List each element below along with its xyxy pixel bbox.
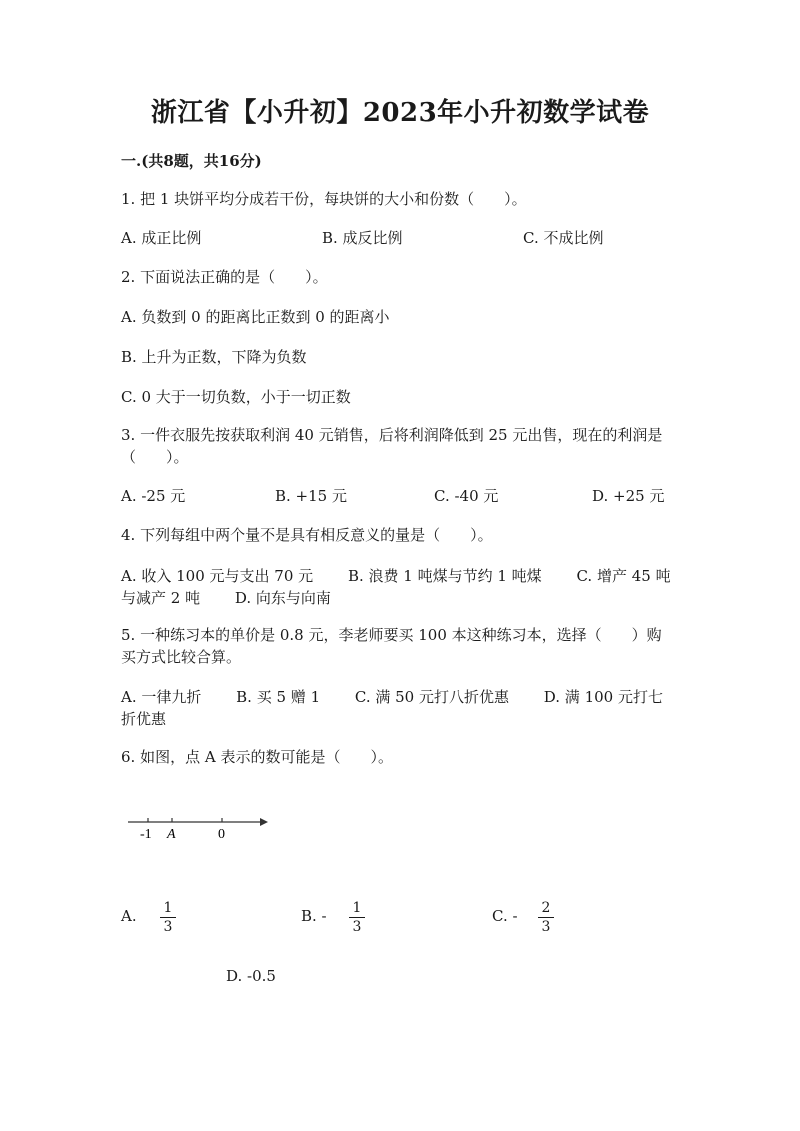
question-5-stem: 5. 一种练习本的单价是 0.8 元，李老师要买 100 本这种练习本，选择（ ）购买方式比较合算。 — [121, 626, 662, 666]
question-5-option-c: C. 满 50 元打八折优惠 — [354, 688, 509, 706]
section-heading: 一.(共8题，共16分) — [121, 152, 262, 170]
fraction-numerator: 1 — [352, 900, 362, 916]
question-2-option-c: C. 0 大于一切负数，小于一切正数 — [121, 388, 351, 406]
question-3-option-a: A. -25 元 — [121, 487, 186, 505]
question-5-option-b: B. 买 5 赠 1 — [236, 688, 321, 706]
question-6-option-b-fraction — [349, 900, 365, 935]
question-5-option-a: A. 一律九折 — [121, 688, 202, 706]
question-6-option-d: D. -0.5 — [226, 967, 276, 985]
question-2-stem: 2. 下面说法正确的是（ ）。 — [121, 268, 328, 286]
question-4-option-b: B. 浪费 1 吨煤与节约 1 吨煤 — [347, 567, 542, 585]
question-6-option-a-label: A. — [121, 907, 137, 925]
question-5-option-d: D. 满 100 元打七折优惠 — [121, 688, 663, 728]
question-3-option-d: D. +25 元 — [592, 487, 665, 505]
question-6-option-b-label: B. - — [301, 907, 327, 925]
question-1-option-c: C. 不成比例 — [523, 229, 604, 247]
label-point-a: A — [167, 827, 176, 842]
question-4-stem: 4. 下列每组中两个量不是具有相反意义的量是（ ）。 — [121, 526, 493, 544]
question-2-option-a: A. 负数到 0 的距离比正数到 0 的距离小 — [121, 308, 390, 326]
fraction-denominator: 3 — [541, 919, 551, 935]
number-line-figure — [124, 806, 274, 846]
question-3-option-b: B. +15 元 — [275, 487, 347, 505]
question-6-option-a-fraction — [160, 900, 176, 935]
fraction-numerator: 2 — [541, 900, 551, 916]
label-minus-one: -1 — [140, 827, 152, 842]
question-4-option-a: A. 收入 100 元与支出 70 元 — [121, 567, 314, 585]
question-1-option-a: A. 成正比例 — [121, 229, 202, 247]
question-5-options — [121, 686, 676, 730]
page-title: 浙江省【小升初】2023年小升初数学试卷 — [150, 98, 650, 128]
question-1-option-b: B. 成反比例 — [322, 229, 403, 247]
question-2-option-b: B. 上升为正数，下降为负数 — [121, 348, 307, 366]
number-line-arrow — [260, 818, 268, 826]
question-4-options — [121, 565, 676, 609]
question-6-option-c-fraction — [538, 900, 554, 935]
question-6-option-c-label: C. - — [492, 907, 518, 925]
question-4-option-c: C. 增产 45 吨与减产 2 吨 — [121, 567, 671, 607]
question-6-stem: 6. 如图，点 A 表示的数可能是（ ）。 — [121, 748, 393, 766]
question-3-option-c: C. -40 元 — [434, 487, 499, 505]
fraction-denominator: 3 — [352, 919, 362, 935]
fraction-numerator: 1 — [163, 900, 173, 916]
question-1-stem: 1. 把 1 块饼平均分成若干份，每块饼的大小和份数（ ）。 — [121, 190, 527, 208]
label-zero: 0 — [218, 827, 225, 842]
question-4-option-d: D. 向东与向南 — [234, 589, 331, 607]
fraction-denominator: 3 — [163, 919, 173, 935]
question-3-stem: 3. 一件衣服先按获取利润 40 元销售，后将利润降低到 25 元出售，现在的利润是（ ）。 — [121, 426, 663, 466]
